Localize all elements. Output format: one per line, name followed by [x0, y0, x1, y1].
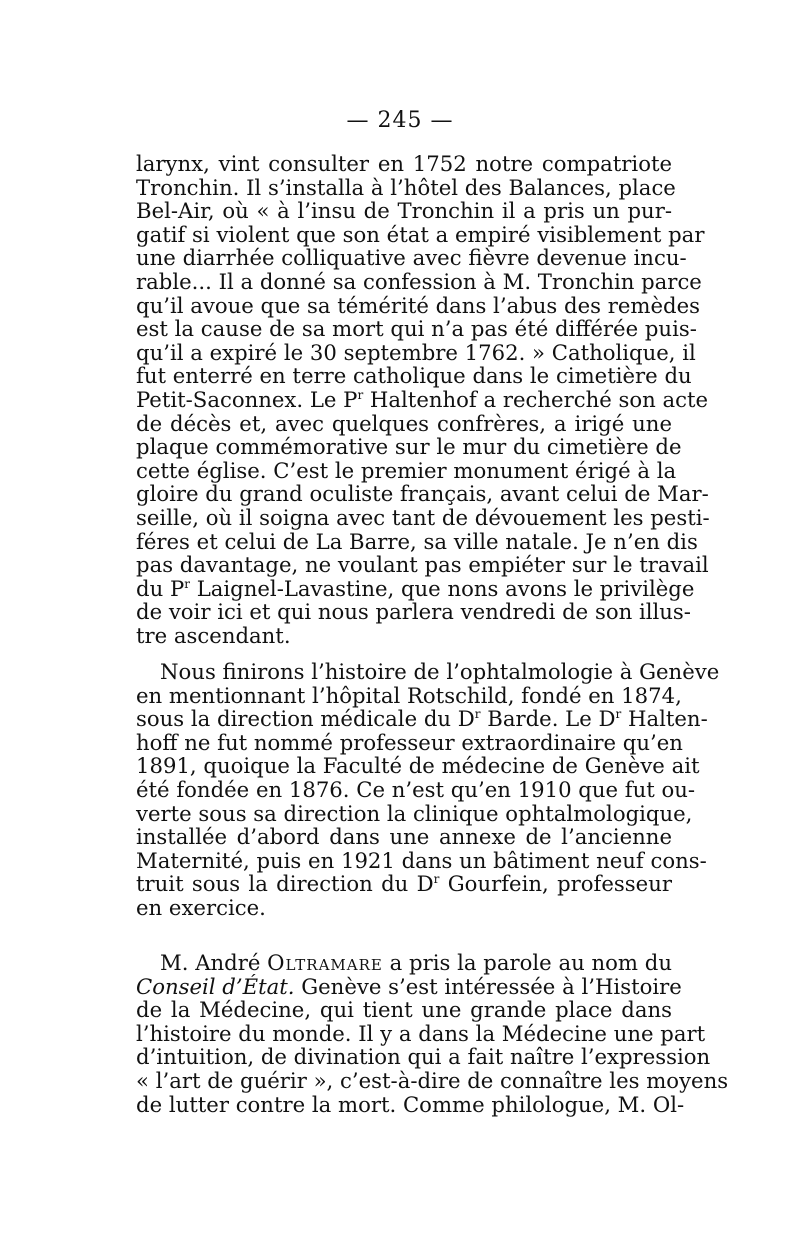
text-line: qu’il a expiré le 30 septembre 1762. » Catholique, il — [136, 339, 696, 365]
superscript: r — [184, 576, 190, 591]
text-segment: Haltenhof a recherché son acte — [363, 386, 709, 412]
text-line: de voir ici et qui nous parlera vendredi de son illus- — [136, 599, 691, 625]
text-line: gloire du grand oculiste français, avant celui de Mar- — [136, 481, 709, 507]
text-segment: Halten- — [621, 706, 708, 732]
text-line: une diarrhée colliquative avec fièvre devenue incu- — [136, 245, 687, 271]
text-line: installée d’abord dans une annexe de l’ancienne — [136, 824, 672, 850]
text-line: cette église. C’est le premier monument érigé à la — [136, 457, 677, 483]
text-line: l’histoire du monde. Il y a dans la Médecine une part — [136, 1020, 706, 1046]
text-line: Tronchin. Il s’installa à l’hôtel des Balances, place — [136, 174, 676, 200]
text-segment: M. André — [160, 950, 268, 975]
text-line — [136, 386, 709, 412]
paragraph-2 — [136, 659, 720, 920]
text-segment: Barde. Le D — [480, 706, 616, 732]
text-segment: Gourfein, professeur — [439, 871, 672, 897]
text-line: qu’il avoue que sa témérité dans l’abus des remèdes — [136, 292, 700, 318]
text-line: d’intuition, de divination qui a fait naître l’expression — [136, 1044, 711, 1070]
text-line: seille, où il soigna avec tant de dévouement les pesti- — [136, 504, 710, 530]
text-line: de lutter contre la mort. Comme philologue, M. Ol- — [136, 1091, 685, 1117]
text-line: pas davantage, ne voulant pas empiéter sur le travail — [136, 552, 709, 578]
text-line — [136, 706, 708, 732]
text-segment: Laignel-Lavastine, que nons avons le privilège — [189, 575, 695, 601]
text-line: rable... Il a donné sa confession à M. Tronchin parce — [136, 268, 702, 294]
text-line: Nous finirons l’histoire de l’ophtalmologie à Genève — [160, 659, 720, 684]
text-line — [136, 575, 695, 601]
speaker-name: Oltramare — [267, 950, 383, 975]
text-segment: a pris la parole au nom du — [382, 950, 672, 975]
text-line: est la cause de sa mort qui n’a pas été différée puis- — [136, 316, 697, 342]
text-segment: sous la direction médicale du D — [136, 706, 475, 732]
text-line: en mentionnant l’hôpital Rotschild, fondé en 1874, — [136, 682, 682, 708]
text-line: été fondée en 1876. Ce n’est qu’en 1910 que fut ou- — [136, 776, 696, 802]
text-line: Maternité, puis en 1921 dans un bâtiment neuf cons- — [136, 847, 707, 873]
superscript: r — [615, 707, 622, 722]
superscript: r — [474, 707, 481, 722]
paragraph-3 — [136, 950, 729, 1117]
text-line: 1891, quoique la Faculté de médecine de Genève ait — [136, 753, 700, 779]
text-line: hoff ne fut nommé professeur extraordinaire qu’en — [136, 729, 683, 755]
superscript: r — [433, 872, 440, 887]
text-line: de la Médecine, qui tient une grande place dans — [136, 997, 672, 1023]
text-segment: truit sous la direction du D — [136, 871, 434, 897]
text-line: Bel-Air, où « à l’insu de Tronchin il a pris un pur- — [136, 198, 672, 224]
text-line: fut enterré en terre catholique dans le cimetière du — [136, 363, 692, 389]
text-line: « l’art de guérir », c’est-à-dire de connaître les moyens — [136, 1067, 729, 1093]
superscript: r — [357, 387, 364, 402]
text-line: gatif si violent que son état a empiré visiblement par — [136, 221, 705, 247]
text-segment: Genève s’est intéressée à l’Histoire — [294, 973, 682, 999]
text-line: de décès et, avec quelques confrères, a irigé une — [136, 410, 672, 436]
text-segment: du P — [136, 575, 185, 601]
text-line: en exercice. — [136, 894, 266, 920]
text-line: larynx, vint consulter en 1752 notre compatriote — [136, 151, 672, 176]
text-line: tre ascendant. — [136, 622, 291, 648]
text-line: plaque commémorative sur le mur du cimetière de — [136, 434, 682, 460]
page-number: — 245 — — [346, 108, 454, 133]
paragraph-1 — [136, 151, 710, 648]
text-line — [136, 973, 682, 999]
text-line: verte sous sa direction la clinique ophtalmologique, — [136, 800, 693, 826]
text-line — [136, 951, 672, 975]
text-line — [136, 872, 672, 896]
text-segment: Petit-Saconnex. Le P — [136, 386, 358, 412]
institution-name: Conseil d’État. — [136, 973, 295, 999]
text-line: féres et celui de La Barre, sa ville natale. Je n’en dis — [136, 528, 698, 554]
